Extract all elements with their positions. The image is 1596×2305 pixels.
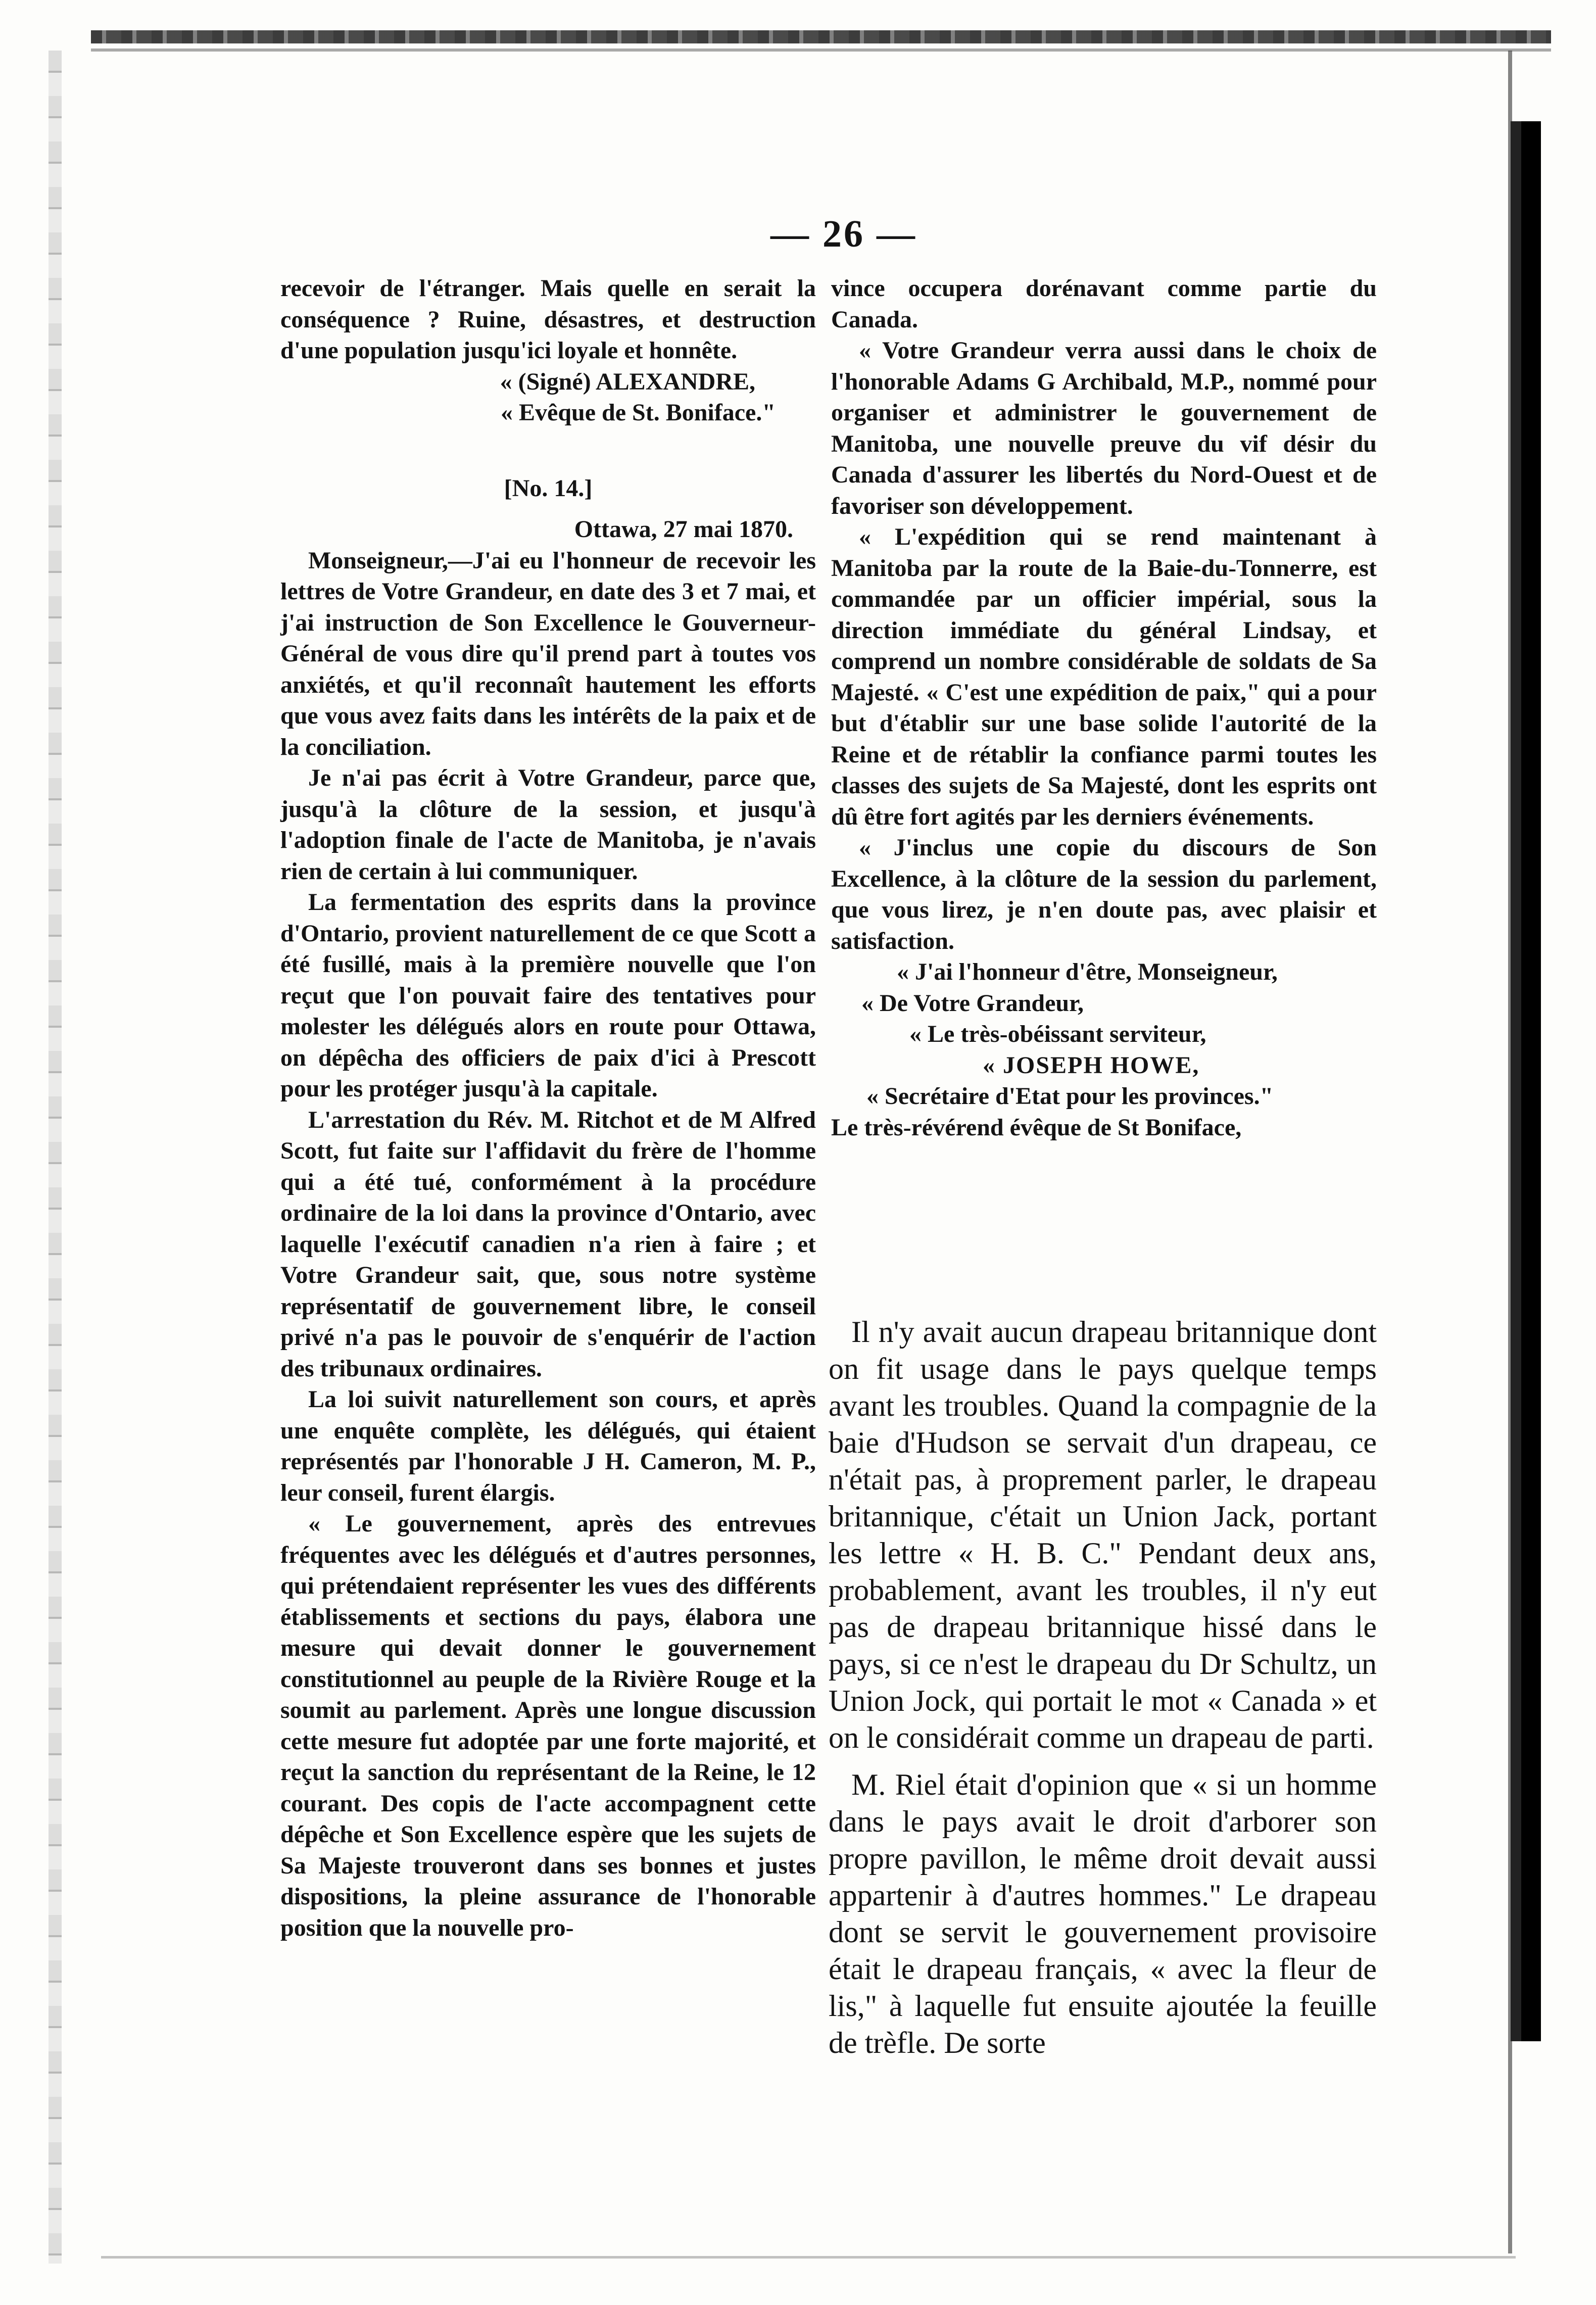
- body-text: [829, 1314, 1377, 2061]
- paragraph: recevoir de l'étranger. Mais quelle en serait la conséquence ? Ruine, désastres, et destruction d'une population jusqu'ici loyale et honnête.: [280, 275, 816, 364]
- paragraph: « L'expédition qui se rend maintenant à Manitoba par la route de la Baie-du-Tonnerre, est commandée par un officier impérial, sous la direction immédiate du général Lindsay, et comprend un nombre considérable de soldats de Sa Majesté. « C'est une expédition de paix," qui a pour but d'établir sur une base solide l'autorité de la Reine et de rétablir la confiance parmi toutes les classes des sujets de Sa Majesté, dont les esprits ont dû être fort agités par les derniers événements.: [831, 523, 1377, 830]
- addressee-line: Le très-révérend évêque de St Boniface,: [831, 1114, 1242, 1141]
- signatory-title: « Secrétaire d'Etat pour les provinces.": [866, 1083, 1274, 1110]
- scan-binding-shadow: [1511, 121, 1541, 2041]
- paragraph: Monseigneur,—J'ai eu l'honneur de recevoir les lettres de Votre Grandeur, en date des 3 et 7 mai, et j'ai instruction de Son Excellence le Gouverneur-Général de vous dire qu'il prend part à toutes vos anxiétés, et qu'il reconnaît hautement les efforts que vous avez faits dans les intérêts de la paix et de la conciliation.: [280, 547, 816, 760]
- page-number: — 26 —: [770, 213, 917, 255]
- paragraph: « Votre Grandeur verra aussi dans le choix de l'honorable Adams G Archibald, M.P., nommé pour organiser et administrer le gouvernement de Manitoba, une nouvelle preuve du vif désir du Canada d'assurer les libertés du Nord-Ouest et de favoriser son développement.: [831, 337, 1377, 519]
- left-column: [280, 273, 816, 1943]
- paragraph: Il n'y avait aucun drapeau britannique dont on fit usage dans le pays quelque temps avant les troubles. Quand la compagnie de la baie d'Hudson se servait d'un drapeau, ce n'était pas, à proprement parler, le drapeau britannique, c'était un Union Jack, portant les lettre « H. B. C." Pendant deux ans, probablement, avant les troubles, il n'y eut pas de drapeau britannique hissé dans le pays, si ce n'est le drapeau du Dr Schultz, un Union Jock, qui portait le mot « Canada » et on le considérait comme un drapeau de parti.: [829, 1315, 1377, 1754]
- scan-left-edge: [49, 51, 62, 2264]
- signature-name: « (Signé) ALEXANDRE,: [500, 368, 755, 395]
- paragraph: L'arrestation du Rév. M. Ritchot et de M Alfred Scott, fut faite sur l'affidavit du frère de l'homme qui a été tué, conformément à la procédure ordinaire de la loi dans la province d'Ontario, avec laquelle l'exécutif canadien n'a rien à faire ; et Votre Grandeur sait, que, sous notre système représentatif de gouvernement libre, le conseil privé n'a pas le pouvoir de s'enquérir de l'action des tribunaux ordinaires.: [280, 1106, 816, 1382]
- scan-bottom-rule: [101, 2256, 1516, 2259]
- paragraph: M. Riel était d'opinion que « si un homme dans le pays avait le droit d'arborer son propre pavillon, le même droit devait aussi appartenir à d'autres hommes." Le drapeau dont se servit le gouvernement provisoire était le drapeau français, « avec la fleur de lis," à laquelle fut ensuite ajoutée la feuille de trèfle. De sorte: [829, 1768, 1377, 2059]
- paragraph: Je n'ai pas écrit à Votre Grandeur, parce que, jusqu'à la clôture de la session, et jusqu'à l'adoption finale de l'acte de Manitoba, je n'avais rien de certain à lui communiquer.: [280, 764, 816, 885]
- signature-title: « Evêque de St. Boniface.": [501, 399, 776, 426]
- paragraph: vince occupera dorénavant comme partie du Canada.: [831, 275, 1377, 333]
- closing-line: « Le très-obéissant serviteur,: [909, 1021, 1206, 1047]
- scan-top-border: [91, 30, 1551, 43]
- paragraph: La loi suivit naturellement son cours, et après une enquête complète, les délégués, qui étaient représentés par l'honorable J H. Cameron, M. P., leur conseil, furent élargis.: [280, 1386, 816, 1506]
- scan-top-rule: [91, 49, 1551, 52]
- paragraph: « J'inclus une copie du discours de Son Excellence, à la clôture de la session du parlement, que vous lirez, je n'en doute pas, avec plaisir et satisfaction.: [831, 834, 1377, 954]
- closing-line: « De Votre Grandeur,: [861, 989, 1084, 1017]
- paragraph: « Le gouvernement, après des entrevues fréquentes avec les délégués et d'autres personnes, qui prétendaient représenter les vues des différents établissements et sections du pays, élabora une mesure qui devait donner le gouvernement constitutionnel au peuple de la Rivière Rouge et la soumit au parlement. Après une longue discussion cette mesure fut adoptée par une forte majorité, et reçut la sanction du représentant de la Reine, le 12 courant. Des copis de l'acte accompagnent cette dépêche et Son Excellence espère que les sujets de Sa Majeste trouveront dans ses bonnes et justes dispositions, la pleine assurance de l'honorable position que la nouvelle pro-: [280, 1510, 816, 1941]
- closing-line: « J'ai l'honneur d'être, Monseigneur,: [897, 958, 1278, 985]
- letter-date: Ottawa, 27 mai 1870.: [574, 516, 793, 543]
- letter-number-heading: [No. 14.]: [504, 474, 593, 502]
- right-column: [831, 273, 1377, 1143]
- paragraph: La fermentation des esprits dans la province d'Ontario, provient naturellement de ce que Scott a été fusillé, mais à la première nouvelle que l'on reçut que l'on pouvait faire des tentatives pour molester les délégués alors en route pour Ottawa, on dépêcha des officiers de paix d'ici à Prescott pour les protéger jusqu'à la capitale.: [280, 889, 816, 1102]
- signatory-name: « JOSEPH HOWE,: [983, 1051, 1200, 1079]
